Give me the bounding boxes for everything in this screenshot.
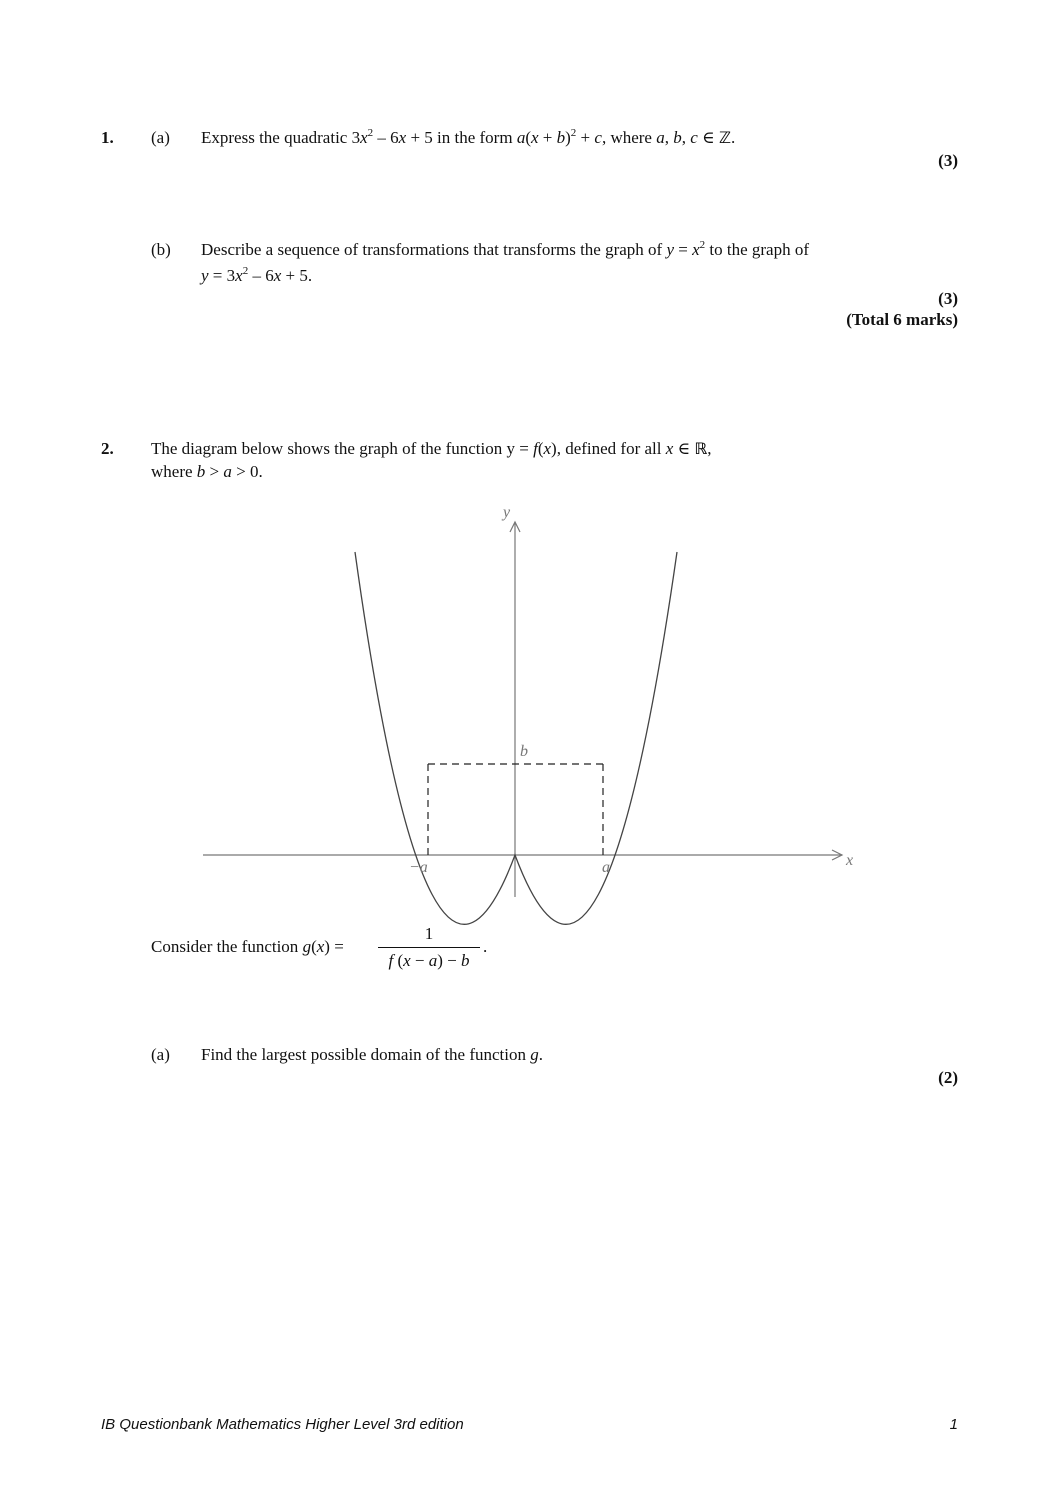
consider-function-text: Consider the function g(x) = <box>151 937 344 956</box>
q2-intro-line-1: The diagram below shows the graph of the function y = f(x), defined for all x ∈ ℝ, <box>151 439 712 458</box>
fraction-denominator: f (x − a) − b <box>388 951 470 970</box>
q1-part-a-label: (a) <box>151 128 170 147</box>
parabola-curve <box>355 552 677 924</box>
b-label: b <box>520 743 528 760</box>
page-number: 1 <box>949 1416 958 1433</box>
q1-part-a-marks: (3) <box>938 151 958 170</box>
q2-part-a-marks: (2) <box>938 1068 958 1087</box>
q1-part-b-marks: (3) <box>938 289 958 308</box>
g-fraction <box>378 924 480 971</box>
question-2-number: 2. <box>101 439 114 458</box>
neg-a-label: −a <box>409 859 428 876</box>
q1-part-b-label: (b) <box>151 240 171 259</box>
q1-total-marks: (Total 6 marks) <box>846 310 958 329</box>
footer-title: IB Questionbank Mathematics Higher Level 3rd edition <box>101 1416 464 1433</box>
q2-intro-line-2: where b > a > 0. <box>151 462 263 481</box>
y-axis-label: y <box>503 504 511 521</box>
q2-part-a-text: Find the largest possible domain of the function g. <box>201 1045 544 1064</box>
real-set-symbol: ℝ <box>694 439 708 458</box>
fraction-numerator: 1 <box>378 924 480 948</box>
question-1-number: 1. <box>101 128 114 147</box>
q2-part-a-label: (a) <box>151 1045 170 1064</box>
fraction-period: . <box>483 937 488 956</box>
a-label: a <box>602 859 610 876</box>
x-axis-label: x <box>846 852 854 869</box>
q1-part-b-line-2: $y = 3x^2 - 6x + 5$. <box>201 265 313 285</box>
integer-set-symbol: ℤ <box>718 128 731 147</box>
q1-part-b-line-1: Describe a sequence of transformations that transforms the graph of $y = x^2$ to the graph of <box>201 239 809 259</box>
q1-part-a-text: Express the quadratic $3x^2 - 6x + 5$ in the form $a(x + b)^2 + c$, where a, b, c ∈ ℤ. <box>201 127 736 147</box>
